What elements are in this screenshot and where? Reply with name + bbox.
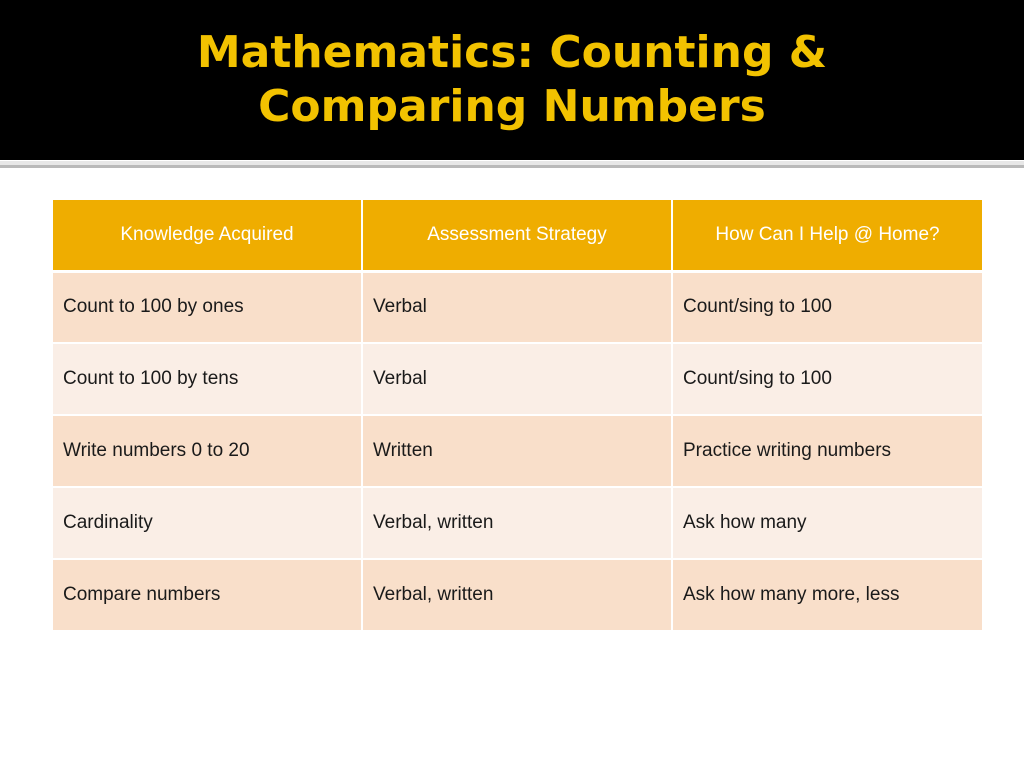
cell-help: Count/sing to 100: [672, 343, 983, 415]
cell-help: Count/sing to 100: [672, 271, 983, 343]
table-row: [52, 487, 983, 559]
table-container: [51, 198, 982, 632]
table-header-row: [52, 199, 983, 271]
slide-title-line-2: Comparing Numbers: [258, 81, 766, 132]
table-row: [52, 415, 983, 487]
cell-assessment: Written: [362, 415, 672, 487]
cell-assessment: Verbal, written: [362, 487, 672, 559]
cell-help: Practice writing numbers: [672, 415, 983, 487]
slide-title: [0, 26, 1024, 134]
title-bar: [0, 0, 1024, 160]
header-help-at-home: How Can I Help @ Home?: [672, 199, 983, 271]
divider-dark: [0, 165, 1024, 168]
slide-title-line-1: Mathematics: Counting &: [196, 27, 828, 78]
cell-knowledge: Count to 100 by ones: [52, 271, 362, 343]
cell-knowledge: Cardinality: [52, 487, 362, 559]
cell-help: Ask how many more, less: [672, 559, 983, 631]
table-row: [52, 559, 983, 631]
cell-assessment: Verbal: [362, 343, 672, 415]
table-row: [52, 343, 983, 415]
header-knowledge-acquired: Knowledge Acquired: [52, 199, 362, 271]
cell-assessment: Verbal, written: [362, 559, 672, 631]
header-assessment-strategy: Assessment Strategy: [362, 199, 672, 271]
table-row: [52, 271, 983, 343]
skills-table: [51, 198, 984, 632]
cell-assessment: Verbal: [362, 271, 672, 343]
cell-help: Ask how many: [672, 487, 983, 559]
cell-knowledge: Compare numbers: [52, 559, 362, 631]
cell-knowledge: Count to 100 by tens: [52, 343, 362, 415]
cell-knowledge: Write numbers 0 to 20: [52, 415, 362, 487]
